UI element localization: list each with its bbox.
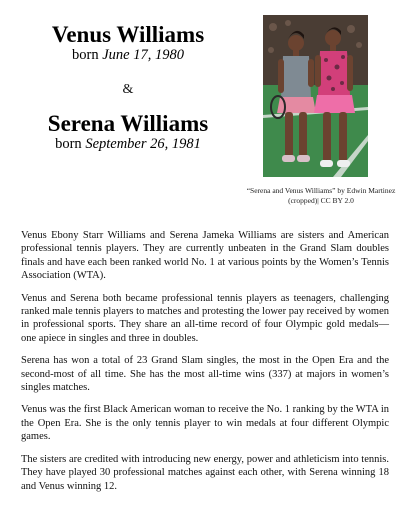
venus-name: Venus Williams	[51, 22, 205, 47]
serena-born-date: September 26, 1981	[85, 136, 201, 152]
sisters-photo-illustration	[263, 15, 368, 177]
paragraph-2: Venus and Serena both became professional tennis players as teenagers, challenging ranked male tennis players to matches and protesting the lower pay received by women in professional sports. They share an all-time record of four Olympic gold medals—one apiece in singles and three in doubles.	[21, 292, 389, 344]
photo-caption: “Serena and Venus Williams” by Edwin Martinez (cropped)| CC BY 2.0	[246, 186, 396, 205]
serena-name: Serena Williams	[47, 111, 209, 136]
venus-birth	[10, 47, 246, 64]
header	[0, 0, 410, 215]
serena-birth	[10, 136, 246, 153]
paragraph-3: Serena has won a total of 23 Grand Slam singles, the most in the Open Era and the second-most of all time. She has the most all-time wins (337) at majors in women’s singles matches.	[21, 355, 389, 394]
article-body	[21, 229, 389, 502]
paragraph-4: Venus was the first Black American woman to receive the No. 1 ranking by the WTA in the Open Era. She is the only tennis player to win medals at four different Olympic games.	[21, 404, 389, 443]
ampersand: &	[122, 82, 134, 97]
venus-born-date: June 17, 1980	[102, 47, 184, 63]
paragraph-1: Venus Ebony Starr Williams and Serena Jameka Williams are sisters and American professional tennis players. They are currently unbeaten in the Grand Slam doubles finals and have each been ranked world No. 1 at various points by the Women’s Tennis Association (WTA).	[21, 230, 389, 282]
names-block	[10, 22, 246, 153]
venus-born-prefix: born	[72, 47, 99, 63]
paragraph-5: The sisters are credited with introducing new energy, power and athleticism into tennis. They have played 30 professional matches against each other, with Serena winning 18 and Venus winning 12.	[21, 453, 389, 492]
sisters-photo	[263, 15, 368, 177]
serena-born-prefix: born	[55, 136, 82, 152]
